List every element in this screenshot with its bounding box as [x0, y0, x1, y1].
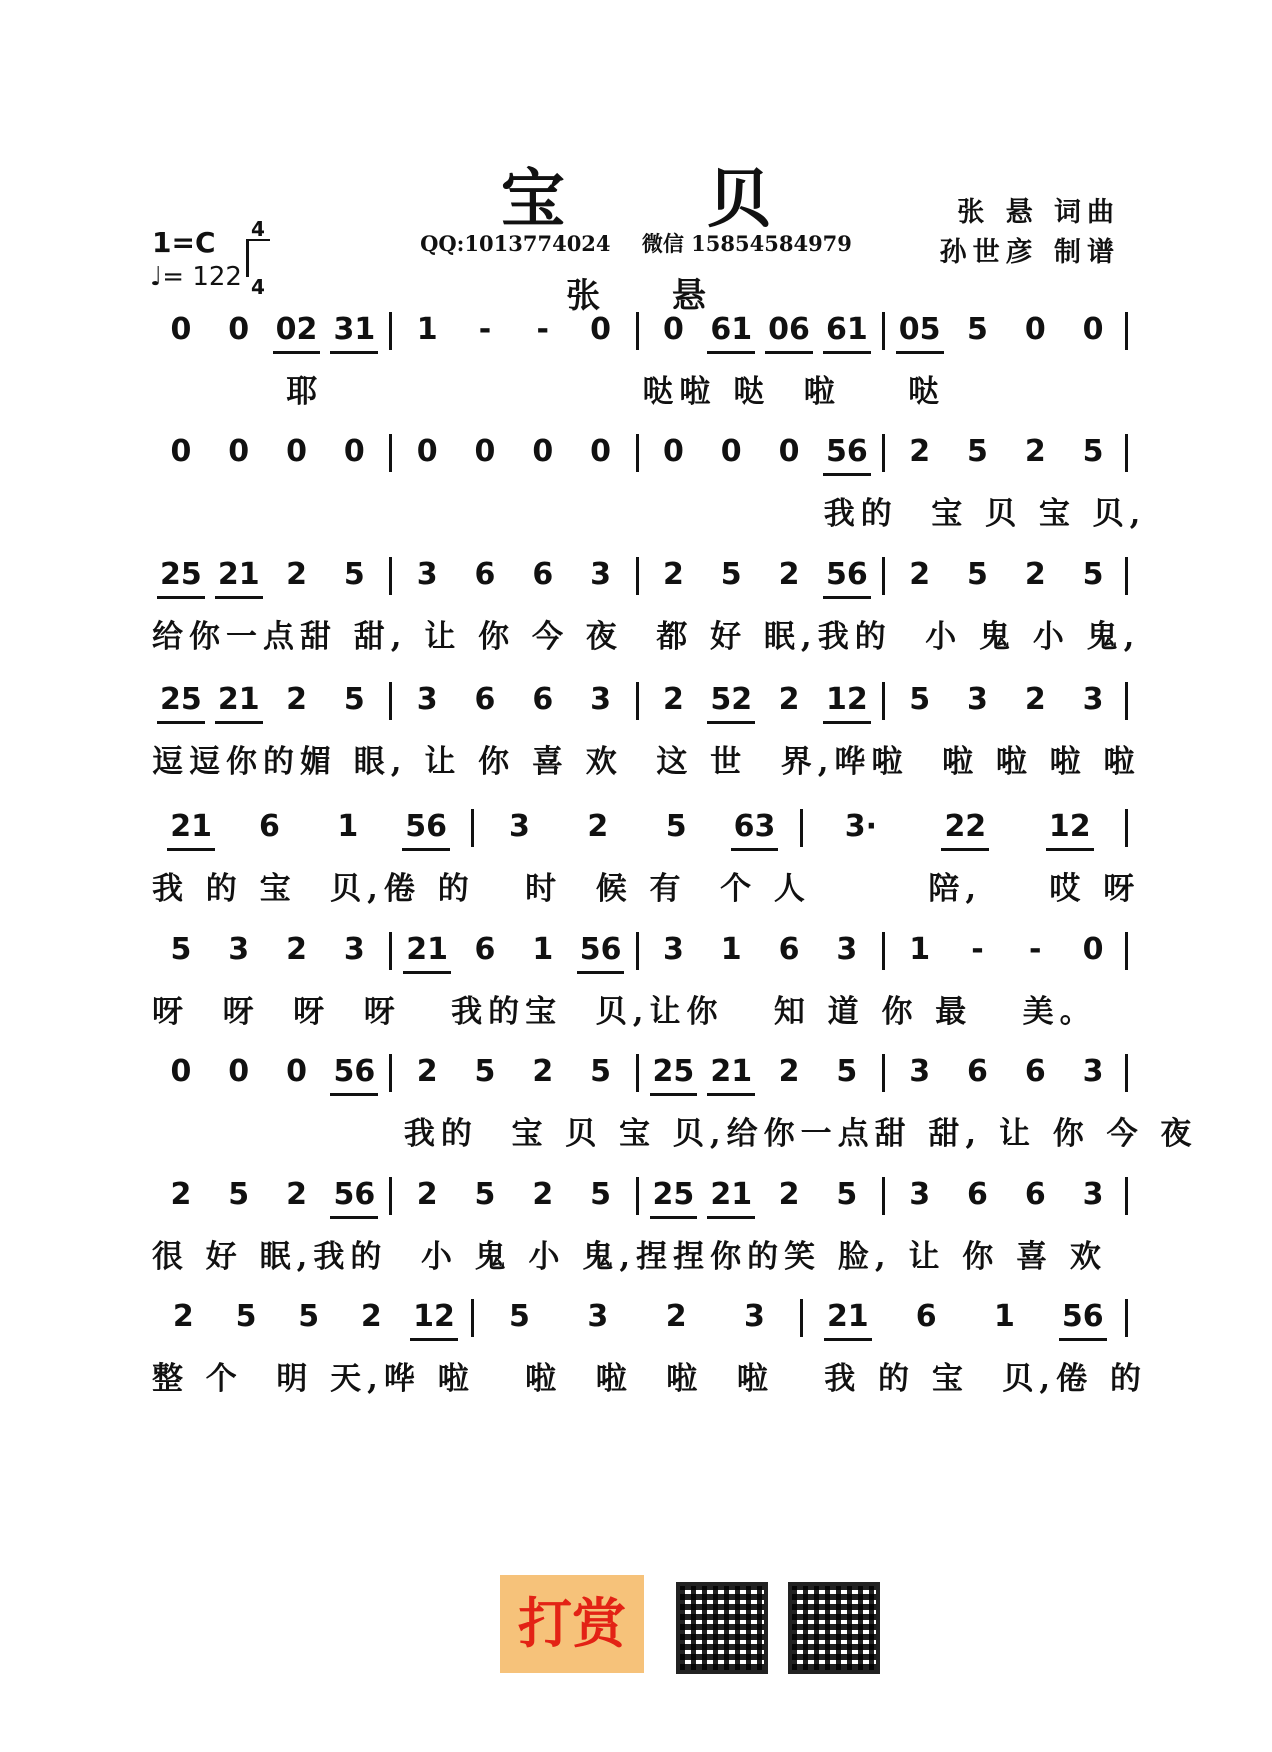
credit-score: 孙世彦 制谱 — [939, 237, 1120, 268]
note: 3 — [587, 1299, 609, 1334]
note: 5 — [343, 682, 365, 717]
score-row — [152, 1052, 1198, 1182]
note: 63 — [731, 809, 779, 851]
note: 31 — [330, 312, 378, 354]
note: 6 — [532, 682, 554, 717]
note: 0 — [474, 434, 496, 469]
note: 2 — [416, 1177, 438, 1212]
note: 0 — [286, 1054, 307, 1089]
measure — [882, 932, 1128, 970]
note: 0 — [720, 434, 742, 469]
score-row — [152, 432, 1147, 562]
note: 5 — [909, 682, 931, 717]
note: 5 — [298, 1299, 320, 1334]
note: - — [1029, 932, 1042, 967]
lyrics-line: 耶 哒啦 哒 啦 哒 — [152, 374, 945, 410]
note: 2 — [909, 557, 931, 592]
note: 0 — [1082, 932, 1104, 967]
note: 6 — [967, 1054, 988, 1089]
note: 21 — [403, 932, 451, 974]
note: 12 — [410, 1299, 458, 1341]
note: 2 — [909, 434, 931, 469]
note: 56 — [330, 1054, 378, 1096]
time-bottom: 4 — [251, 275, 265, 299]
note: 0 — [228, 312, 250, 347]
measure — [636, 682, 882, 720]
note: 12 — [823, 682, 871, 724]
score-row — [152, 807, 1141, 937]
note: 2 — [662, 557, 684, 592]
measure — [882, 312, 1128, 350]
note: 5 — [836, 1054, 858, 1089]
note: 3 — [909, 1054, 931, 1089]
note: 1 — [416, 312, 438, 347]
note: 2 — [665, 1299, 687, 1334]
note: 1 — [532, 932, 554, 967]
note: 25 — [157, 682, 205, 724]
notes-line — [152, 930, 1128, 974]
measure — [389, 1177, 635, 1215]
note: 22 — [941, 809, 989, 851]
note: 5 — [836, 1177, 858, 1212]
note: 5 — [474, 1054, 496, 1089]
note: 3 — [590, 682, 612, 717]
measure — [152, 1054, 389, 1092]
note: 5 — [170, 932, 192, 967]
note: 5 — [665, 809, 687, 844]
measure — [636, 312, 882, 350]
measure — [471, 809, 799, 847]
note: 5 — [967, 434, 988, 469]
note: 5 — [228, 1177, 250, 1212]
note: 1 — [720, 932, 742, 967]
measure — [882, 434, 1128, 472]
wechat-number: 微信 15854584979 — [641, 231, 852, 256]
note: 6 — [474, 682, 496, 717]
note: 25 — [650, 1054, 698, 1096]
note: 3· — [844, 809, 878, 844]
measure — [152, 434, 389, 472]
note: 6 — [259, 809, 280, 844]
note: 6 — [474, 557, 496, 592]
note: 6 — [778, 932, 800, 967]
note: 3 — [967, 682, 988, 717]
credit-lyrics: 张 悬 词曲 — [957, 197, 1120, 228]
note: 0 — [590, 434, 612, 469]
singer-name: 张 悬 — [566, 276, 736, 316]
notes-line — [152, 310, 1128, 354]
score-row — [152, 1297, 1148, 1427]
note: 0 — [343, 434, 365, 469]
note: 06 — [765, 312, 813, 354]
note: 61 — [707, 312, 755, 354]
note: 3 — [744, 1299, 765, 1334]
note: 2 — [286, 932, 307, 967]
notes-line — [152, 680, 1128, 724]
lyrics-line: 逗逗你的媚 眼, 让 你 喜 欢 这 世 界,哗啦 啦 啦 啦 啦 — [152, 744, 1141, 780]
note: 2 — [1024, 434, 1046, 469]
note: 0 — [532, 434, 554, 469]
note: 3 — [1082, 682, 1104, 717]
note: 2 — [416, 1054, 438, 1089]
note: 1 — [994, 1299, 1015, 1334]
note: 1 — [909, 932, 931, 967]
note: 0 — [662, 434, 684, 469]
qr-code-icon — [676, 1582, 768, 1674]
notes-line — [152, 1175, 1128, 1219]
note: 3 — [1082, 1177, 1104, 1212]
note: 2 — [1024, 682, 1046, 717]
measure — [882, 557, 1128, 595]
note: 5 — [474, 1177, 496, 1212]
note: 21 — [215, 682, 263, 724]
note: 2 — [286, 682, 307, 717]
note: 3 — [662, 932, 684, 967]
note: 2 — [778, 1054, 800, 1089]
note: 3 — [343, 932, 365, 967]
measure — [882, 1177, 1128, 1215]
note: 56 — [577, 932, 625, 974]
measure — [636, 434, 882, 472]
measure — [152, 1299, 471, 1337]
measure — [882, 1054, 1128, 1092]
note: 5 — [509, 1299, 530, 1334]
measure — [800, 809, 1128, 847]
note: 3 — [416, 682, 438, 717]
measure — [636, 932, 882, 970]
note: 25 — [650, 1177, 698, 1219]
note: 56 — [402, 809, 450, 851]
measure — [389, 312, 635, 350]
note: 21 — [167, 809, 215, 851]
lyrics-line: 给你一点甜 甜, 让 你 今 夜 都 好 眠,我的 小 鬼 小 鬼, — [152, 619, 1141, 655]
note: 56 — [1059, 1299, 1107, 1341]
tempo-mark: ♩= 122 — [150, 262, 242, 292]
note: 5 — [235, 1299, 257, 1334]
measure — [152, 682, 389, 720]
measure — [152, 1177, 389, 1215]
note: 0 — [416, 434, 438, 469]
note: 0 — [590, 312, 612, 347]
note: 0 — [170, 434, 192, 469]
note: 2 — [778, 1177, 800, 1212]
note: 3 — [228, 932, 250, 967]
note: 56 — [823, 434, 871, 476]
score-row — [152, 555, 1141, 685]
qr-code-icon — [788, 1582, 880, 1674]
note: 2 — [532, 1177, 554, 1212]
note: 2 — [360, 1299, 382, 1334]
score-row — [152, 1175, 1128, 1305]
tip-button[interactable]: 打赏 — [500, 1575, 644, 1673]
note: 0 — [286, 434, 307, 469]
note: 2 — [170, 1177, 192, 1212]
note: 61 — [823, 312, 871, 354]
lyrics-line: 我的 宝 贝 宝 贝,给你一点甜 甜, 让 你 今 夜 — [152, 1116, 1198, 1152]
lyrics-line: 我 的 宝 贝,倦 的 时 候 有 个 人 陪, 哎 呀 — [152, 871, 1141, 907]
time-signature — [246, 217, 270, 299]
notes-line — [152, 1297, 1128, 1341]
note: 5 — [720, 557, 742, 592]
note: 6 — [474, 932, 496, 967]
note: 6 — [1024, 1177, 1046, 1212]
note: 3 — [909, 1177, 931, 1212]
note: 2 — [286, 1177, 307, 1212]
note: 5 — [343, 557, 365, 592]
note: 6 — [1024, 1054, 1046, 1089]
measure — [389, 682, 635, 720]
measure — [152, 809, 471, 847]
note: 3 — [1082, 1054, 1104, 1089]
note: 5 — [967, 557, 988, 592]
note: 0 — [170, 312, 192, 347]
note: 21 — [707, 1177, 755, 1219]
note: 3 — [590, 557, 612, 592]
note: 3 — [509, 809, 530, 844]
lyrics-line: 很 好 眠,我的 小 鬼 小 鬼,捏捏你的笑 脸, 让 你 喜 欢 — [152, 1239, 1107, 1275]
note: 0 — [1082, 312, 1104, 347]
qq-number: QQ:1013774024 — [420, 231, 611, 256]
note: 6 — [967, 1177, 988, 1212]
measure — [389, 557, 635, 595]
note: 1 — [337, 809, 359, 844]
song-title: 宝 贝 — [500, 162, 832, 237]
note: 0 — [228, 1054, 250, 1089]
measure — [389, 434, 635, 472]
note: 5 — [1082, 434, 1104, 469]
lyrics-line: 我的 宝 贝 宝 贝, — [152, 496, 1147, 532]
note: 5 — [1082, 557, 1104, 592]
score-row — [152, 680, 1141, 810]
note: 56 — [823, 557, 871, 599]
note: 2 — [778, 682, 800, 717]
note: 0 — [1024, 312, 1046, 347]
score-row — [152, 310, 1128, 440]
measure — [882, 682, 1128, 720]
note: 5 — [590, 1177, 612, 1212]
note: 2 — [587, 809, 609, 844]
note: 2 — [778, 557, 800, 592]
lyrics-line: 呀 呀 呀 呀 我的宝 贝,让你 知 道 你 最 美。 — [152, 994, 1097, 1030]
measure — [152, 932, 389, 970]
note: 21 — [215, 557, 263, 599]
note: - — [478, 312, 492, 347]
note: 3 — [836, 932, 858, 967]
measure — [152, 312, 389, 350]
measure — [152, 557, 389, 595]
note: 0 — [662, 312, 684, 347]
note: 5 — [967, 312, 988, 347]
note: 21 — [824, 1299, 872, 1341]
note: 12 — [1046, 809, 1094, 851]
note: 25 — [157, 557, 205, 599]
note: 02 — [273, 312, 321, 354]
measure — [636, 1054, 882, 1092]
note: 2 — [532, 1054, 554, 1089]
note: 0 — [778, 434, 800, 469]
note: 3 — [416, 557, 438, 592]
note: 2 — [1024, 557, 1046, 592]
measure — [389, 932, 635, 970]
notes-line — [152, 1052, 1128, 1096]
note: 6 — [915, 1299, 937, 1334]
notes-line — [152, 555, 1128, 599]
measure — [800, 1299, 1128, 1337]
key-signature: 1=C — [152, 226, 216, 259]
note: 2 — [662, 682, 684, 717]
note: 2 — [172, 1299, 194, 1334]
lyrics-line: 整 个 明 天,哗 啦 啦 啦 啦 啦 我 的 宝 贝,倦 的 — [152, 1361, 1148, 1397]
measure — [636, 1177, 882, 1215]
note: - — [971, 932, 984, 967]
note: 21 — [707, 1054, 755, 1096]
note: 6 — [532, 557, 554, 592]
measure — [389, 1054, 635, 1092]
notes-line — [152, 432, 1128, 476]
score-row — [152, 930, 1128, 1060]
note: 56 — [330, 1177, 378, 1219]
note: 0 — [228, 434, 250, 469]
note: - — [536, 312, 549, 347]
time-top: 4 — [251, 217, 265, 241]
note: 0 — [170, 1054, 192, 1089]
note: 05 — [896, 312, 944, 354]
note: 2 — [286, 557, 307, 592]
measure — [636, 557, 882, 595]
note: 5 — [590, 1054, 612, 1089]
measure — [471, 1299, 799, 1337]
note: 52 — [707, 682, 755, 724]
notes-line — [152, 807, 1128, 851]
